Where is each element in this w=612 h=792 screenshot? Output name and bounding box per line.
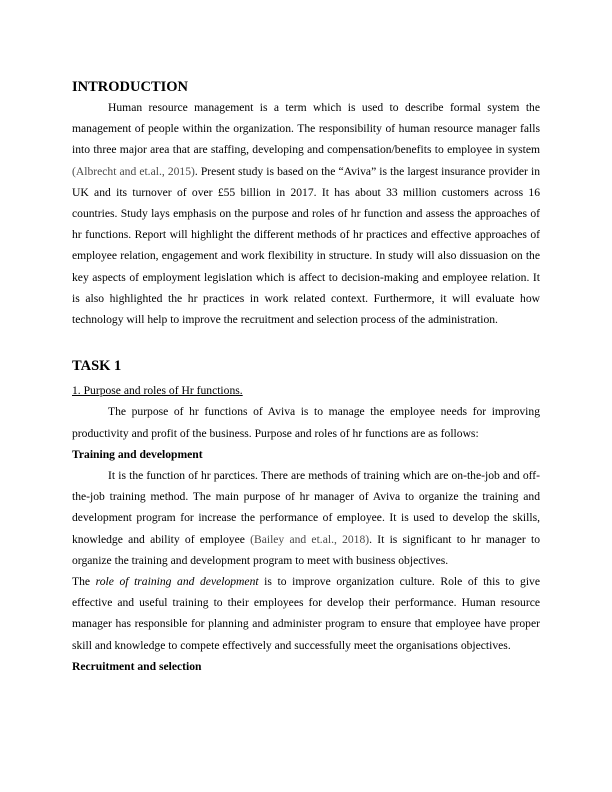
role-paragraph xyxy=(72,571,540,656)
citation-albrecht: (Albrecht and et.al., 2015) xyxy=(72,164,195,178)
training-text-1: It is the function of hr parctices. There are methods of training which are on-the-job and off-the-job training method. The main purpose of hr manager of Aviva to organize the training and development program for increase the performance of employee. It is used to develop the skills, knowledge and ability of employee xyxy=(72,469,540,546)
intro-text-2: . Present study is based on the “Aviva” is the largest insurance provider in UK and its turnover of over £55 billion in 2017. It has about 33 million customers across 16 countries. Study lays emphasis on the purpose and roles of hr function and assess the approaches of hr functions. Report will highlight the different methods of hr practices and effective approaches of employee relation, engagement and work flexibility in structure. In study will also dissuasion on the key aspects of employment legislation which is affect to decision-making and employee relation. It is also highlighted the hr practices in work related context. Furthermore, it will evaluate how technology will help to improve the recruitment and selection process of the administration. xyxy=(72,164,540,327)
training-text-2: . It is significant to hr manager to organize the training and development program to meet with business objectives. xyxy=(72,532,540,567)
purpose-paragraph: The purpose of hr functions of Aviva is to manage the employee needs for improving productivity and profit of the business. Purpose and roles of hr functions are as follows: xyxy=(72,405,540,440)
introduction-paragraph xyxy=(72,97,540,330)
training-heading: Training and development xyxy=(72,447,203,461)
intro-text-1: Human resource management is a term which is used to describe formal system the management of people within the organization. The responsibility of human resource manager falls into three major area that are staffing, developing and compensation/benefits to employee in system xyxy=(72,101,540,157)
role-italic-phrase: role of training and development xyxy=(95,575,259,589)
task-1-heading: TASK 1 xyxy=(72,358,122,375)
introduction-heading: INTRODUCTION xyxy=(72,79,189,95)
training-paragraph xyxy=(72,465,540,571)
role-text-2: is to improve organization culture. Role of this to give effective and useful training to their employees for develop their performance. Human resource manager has responsible for planning and administer program to ensure that employee have proper skill and knowledge to compete effectively and successfully meet the organisations objectives. xyxy=(72,575,540,652)
citation-bailey: (Bailey and et.al., 2018) xyxy=(250,532,370,546)
purpose-subheading: 1. Purpose and roles of Hr functions. xyxy=(72,384,243,398)
document-body xyxy=(72,77,540,677)
role-text-1: The xyxy=(72,575,96,589)
recruitment-heading: Recruitment and selection xyxy=(72,659,202,673)
